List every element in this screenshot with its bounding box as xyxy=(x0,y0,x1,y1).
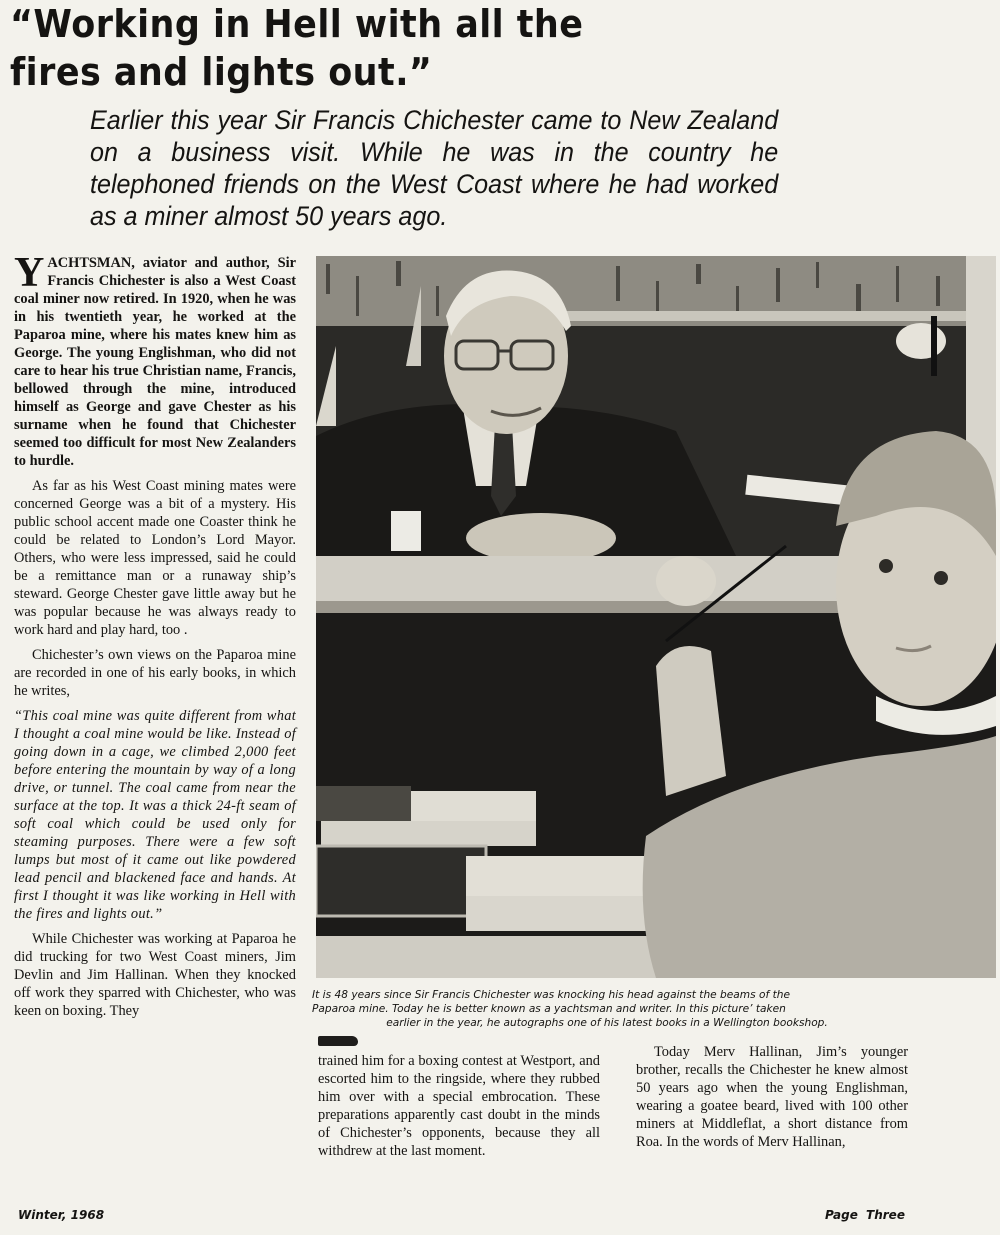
standfirst: Earlier this year Sir Francis Chichester came to New Zealand on a business visit. While he was in the country he telephoned friends on the West Coast where he had worked as a miner almost 50 years ago. xyxy=(90,105,779,231)
issue-date: Winter, 1968 xyxy=(18,1208,105,1222)
column-1 xyxy=(14,250,296,1027)
paragraph: While Chichester was working at Paparoa he did trucking for two West Coast miners, Jim Devlin and Jim Hallinan. When they knocked off work they sparred with Chichester, who was keen on boxing. They xyxy=(14,931,296,1019)
caption-line-2: Paparoa mine. Today he is better known as a yachtsman and writer. In this picture’ taken xyxy=(312,1003,786,1015)
ink-smudge xyxy=(318,1036,358,1046)
photo-caption xyxy=(312,988,902,1030)
column-3 xyxy=(636,1043,908,1158)
caption-line-3: earlier in the year, he autographs one of his latest books in a Wellington bookshop. xyxy=(386,1017,828,1029)
lead-paragraph xyxy=(14,250,296,470)
books-stack xyxy=(406,791,536,821)
photo-chichester-bookshop xyxy=(316,256,996,978)
book-quote: “This coal mine was quite different from what I thought a coal mine would be like. Instead of going down in a cage, we climbed 2,000 feet before entering the mountain by way of a long drive, or tunnel. The coal came from near the surface at the top. It was a thick 24-ft seam of soft coal which could be used only for steaming purposes. There were a few soft lumps but most of it came out like powdered lead pencil and blackened face and hands. At first I thought it was like working in Hell with the fires and lights out.” xyxy=(14,708,296,922)
paragraph: Today Merv Hallinan, Jim’s younger brother, recalls the Chichester he knew almost 50 years ago when the young Englishman, wearing a goatee beard, lived with 100 other miners at Middleflat, a short distance from Roa. In the words of Merv Hallinan, xyxy=(636,1044,908,1150)
headline xyxy=(10,0,709,96)
paragraph: trained him for a boxing contest at Westport, and escorted him to the ringside, where they rubbed him over with a special embrocation. These preparations apparently cast doubt in the minds of Chichester’s opponents, because they all withdrew at the last moment. xyxy=(318,1053,600,1159)
photo-illustration xyxy=(316,256,996,978)
drop-cap: Y xyxy=(14,250,45,296)
paragraph: Chichester’s own views on the Paparoa mine are recorded in one of his early books, in which he writes, xyxy=(14,647,296,699)
paragraph: As far as his West Coast mining mates were concerned George was a bit of a mystery. His public school accent made one Coaster think he could be related to London’s Lord Mayor. Others, who were less impressed, said he could be a remittance man or a runaway ship’s steward. George Chester gave little away but he was popular because he was always ready to work hard and play hard, too . xyxy=(14,478,296,638)
headline-line-1: “Working in Hell with all the xyxy=(10,2,584,46)
headline-line-2: fires and lights out.” xyxy=(10,50,433,94)
lead-paragraph-text: ACHTSMAN, aviator and author, Sir Francis Chichester is also a West Coast coal miner now retired. In 1920, when he was in his twentieth year, he worked at the Paparoa mine, where his mates knew him as George. The young Englishman, who did not care to hear his true Christian name, Francis, bellowed through the mine, introduced himself as George and gave Chester as his surname when he found that Chichester seemed too difficult for most New Zealanders to hurdle. xyxy=(14,255,296,469)
column-2 xyxy=(318,1052,600,1167)
caption-line-1: It is 48 years since Sir Francis Chichester was knocking his head against the beams of the xyxy=(312,989,790,1001)
page-number: Page Three xyxy=(825,1208,905,1222)
